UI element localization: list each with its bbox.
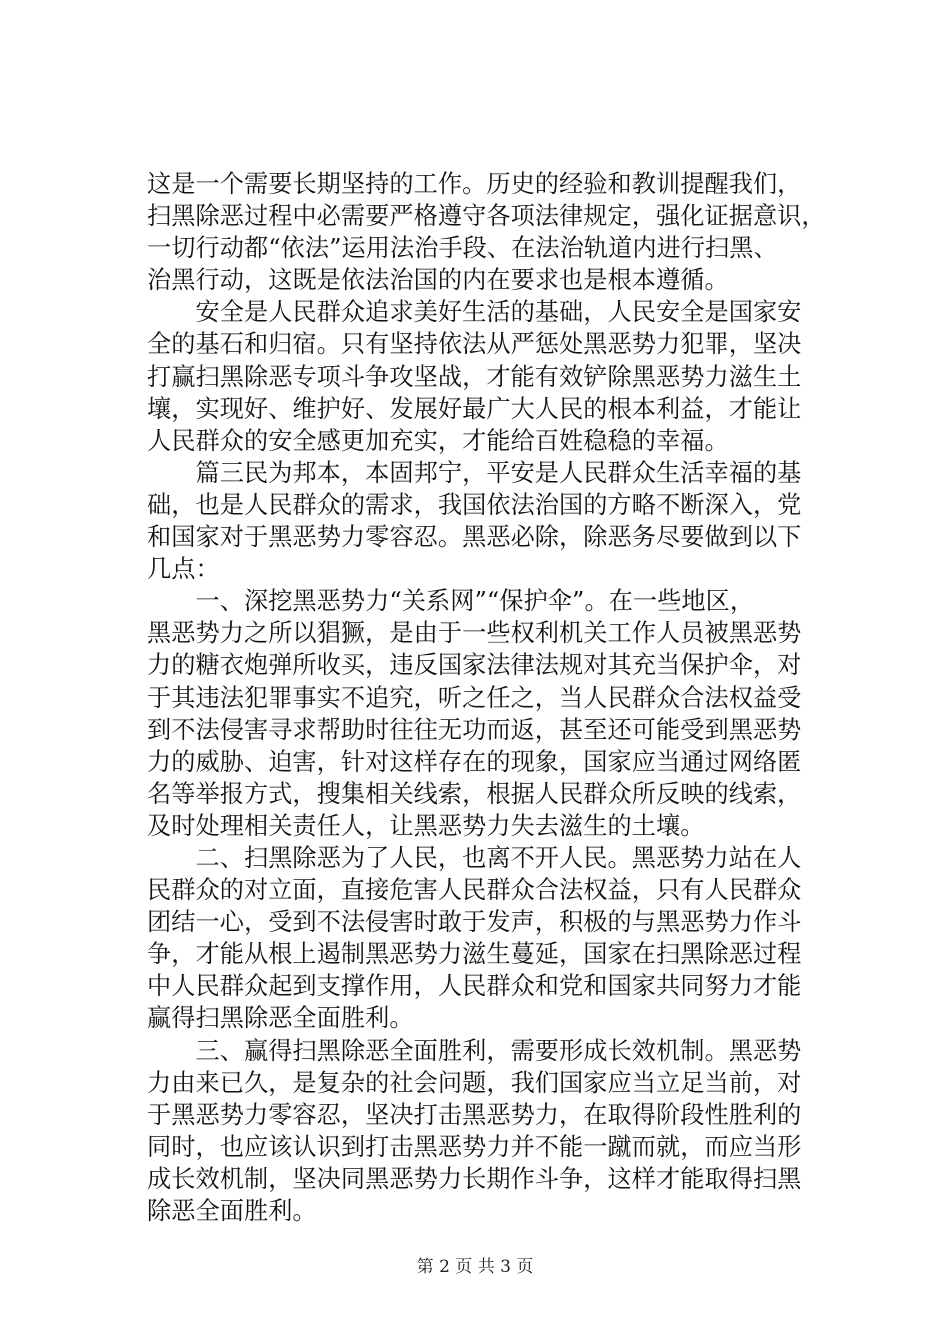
text-line: 于黑恶势力零容忍，坚决打击黑恶势力，在取得阶段性胜利的 (147, 1100, 802, 1129)
text-line: 到不法侵害寻求帮助时往往无功而返，甚至还可能受到黑恶势 (147, 715, 802, 744)
text-line: 全的基石和归宿。只有坚持依法从严惩处黑恶势力犯罪，坚决 (147, 330, 802, 359)
text-line: 团结一心，受到不法侵害时敢于发声，积极的与黑恶势力作斗 (147, 908, 802, 937)
text-line: 名等举报方式，搜集相关线索，根据人民群众所反映的线索， (147, 779, 802, 808)
text-line: 二、扫黑除恶为了人民，也离不开人民。黑恶势力站在人 (147, 843, 802, 872)
page-number-footer: 第 2 页 共 3 页 (416, 1257, 534, 1277)
text-line: 力由来已久，是复杂的社会问题，我们国家应当立足当前，对 (147, 1068, 802, 1097)
text-line: 黑恶势力之所以猖獗，是由于一些权利机关工作人员被黑恶势 (147, 619, 802, 648)
text-line: 争，才能从根上遏制黑恶势力滋生蔓延，国家在扫黑除恶过程 (147, 940, 802, 969)
text-line: 于其违法犯罪事实不追究，听之任之，当人民群众合法权益受 (147, 683, 802, 712)
text-line: 打赢扫黑除恶专项斗争攻坚战，才能有效铲除黑恶势力滋生土 (147, 362, 802, 391)
text-line: 赢得扫黑除恶全面胜利。 (147, 1004, 414, 1033)
text-line: 除恶全面胜利。 (147, 1197, 317, 1225)
text-line: 成长效机制，坚决同黑恶势力长期作斗争，这样才能取得扫黑 (147, 1164, 802, 1193)
text-line: 人民群众的安全感更加充实，才能给百姓稳稳的幸福。 (147, 426, 729, 455)
text-line: 扫黑除恶过程中必需要严格遵守各项法律规定，强化证据意识， (147, 202, 826, 231)
text-line: 篇三民为邦本，本固邦宁，平安是人民群众生活幸福的基 (147, 458, 802, 487)
text-line: 和国家对于黑恶势力零容忍。黑恶必除，除恶务尽要做到以下 (147, 523, 802, 552)
text-line: 治黑行动，这既是依法治国的内在要求也是根本遵循。 (147, 266, 729, 295)
text-line: 安全是人民群众追求美好生活的基础，人民安全是国家安 (147, 298, 802, 327)
text-line: 这是一个需要长期坚持的工作。历史的经验和教训提醒我们， (147, 170, 802, 198)
text-line: 三、赢得扫黑除恶全面胜利，需要形成长效机制。黑恶势 (147, 1036, 802, 1065)
text-line: 同时，也应该认识到打击黑恶势力并不能一蹴而就，而应当形 (147, 1132, 802, 1161)
document-body (147, 168, 837, 1227)
text-line: 础，也是人民群众的需求，我国依法治国的方略不断深入，党 (147, 490, 802, 519)
text-line: 一、深挖黑恶势力“关系网”“保护伞”。在一些地区， (147, 587, 755, 616)
text-line: 力的糖衣炮弹所收买，违反国家法律法规对其充当保护伞，对 (147, 651, 802, 680)
text-line: 壤，实现好、维护好、发展好最广大人民的根本利益，才能让 (147, 394, 802, 423)
text-line: 几点： (147, 555, 220, 584)
text-line: 一切行动都“依法”运用法治手段、在法治轨道内进行扫黑、 (147, 234, 778, 263)
text-line: 力的威胁、迫害，针对这样存在的现象，国家应当通过网络匿 (147, 747, 802, 776)
text-line: 民群众的对立面，直接危害人民群众合法权益，只有人民群众 (147, 876, 802, 905)
text-line: 及时处理相关责任人，让黑恶势力失去滋生的土壤。 (147, 811, 705, 840)
text-line: 中人民群众起到支撑作用，人民群众和党和国家共同努力才能 (147, 972, 802, 1001)
